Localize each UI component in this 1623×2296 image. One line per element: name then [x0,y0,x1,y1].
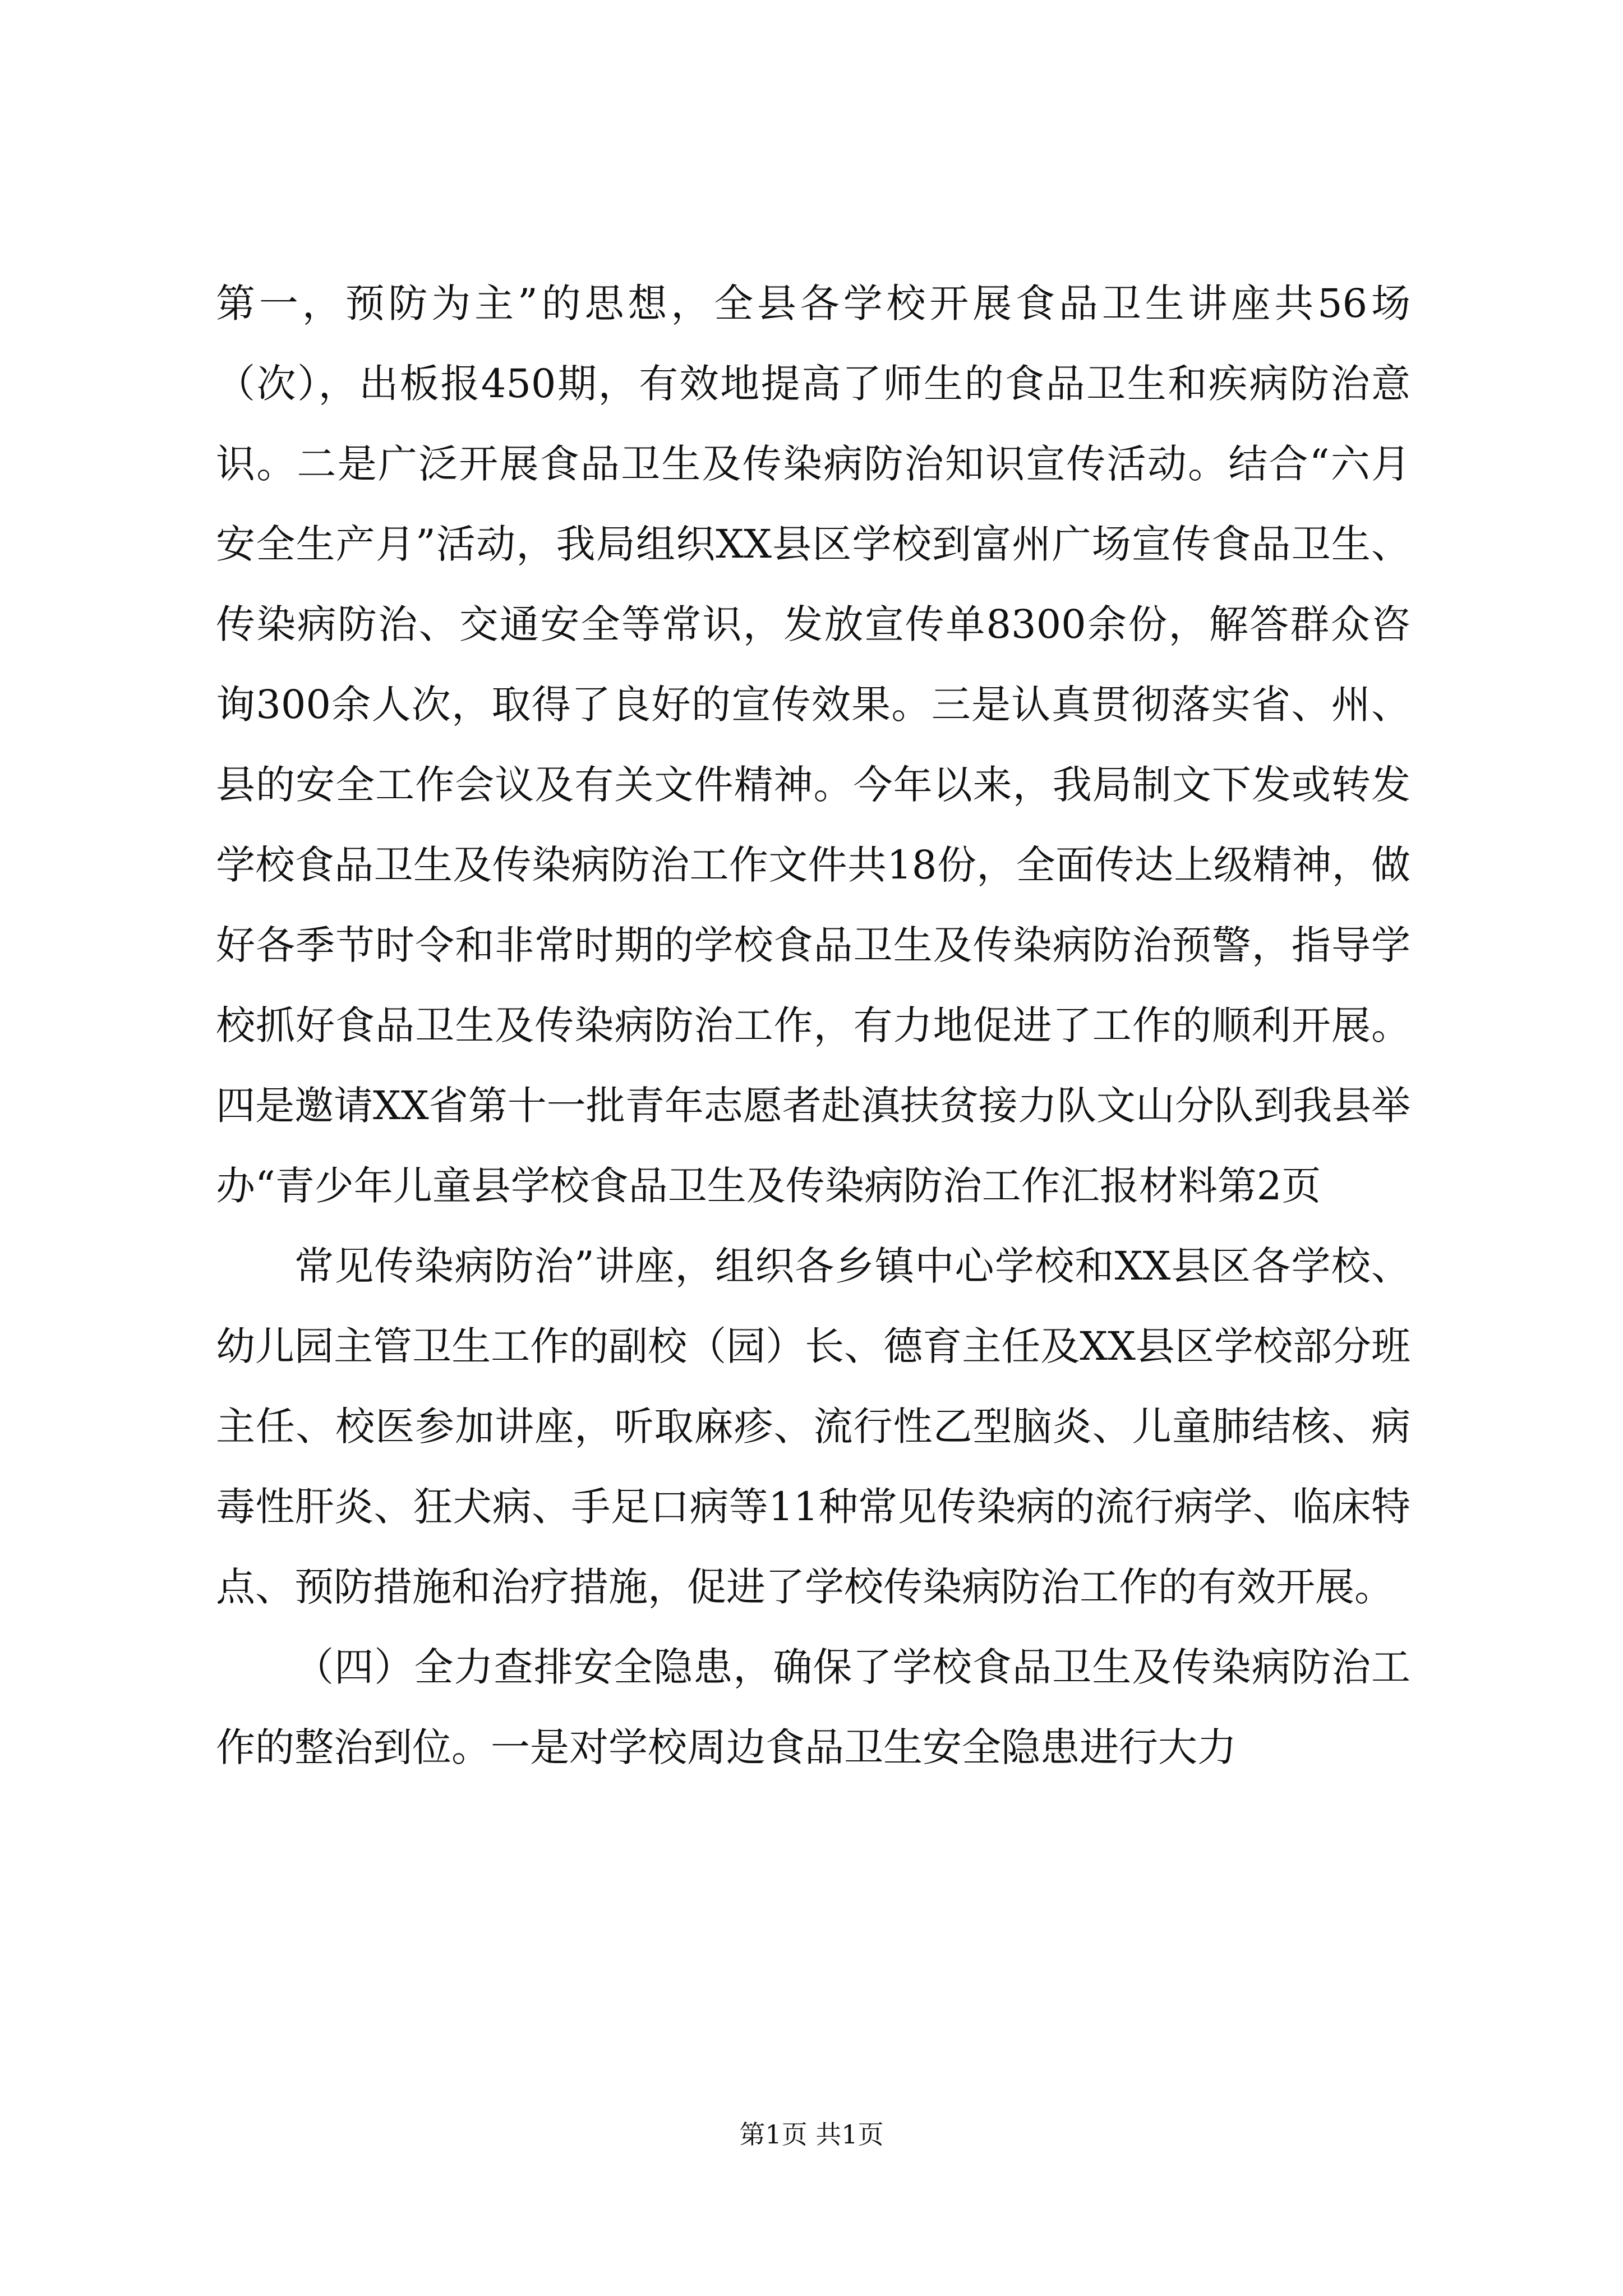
page-footer: 第1页 共1页 [739,2119,884,2150]
document-body [216,264,1410,1788]
paragraph-1: 第一，预防为主”的思想，全县各学校开展食品卫生讲座共56场（次），出板报450期，有效地提高了师生的食品卫生和疾病防治意识。二是广泛开展食品卫生及传染病防治知识宣传活动。结合“六月安全生产月”活动，我局组织XX县区学校到富州广场宣传食品卫生、传染病防治、交通安全等常识，发放宣传单8300余份，解答群众咨询300余人次，取得了良好的宣传效果。三是认真贯彻落实省、州、县的安全工作会议及有关文件精神。今年以来，我局制文下发或转发学校食品卫生及传染病防治工作文件共18份，全面传达上级精神，做好各季节时令和非常时期的学校食品卫生及传染病防治预警，指导学校抓好食品卫生及传染病防治工作，有力地促进了工作的顺利开展。四是邀请XX省第十一批青年志愿者赴滇扶贫接力队文山分队到我县举办“青少年儿童县学校食品卫生及传染病防治工作汇报材料第2页 [216,280,1410,1209]
paragraph-2: 常见传染病防治”讲座，组织各乡镇中心学校和XX县区各学校、幼儿园主管卫生工作的副校（园）长、德育主任及XX县区学校部分班主任、校医参加讲座，听取麻疹、流行性乙型脑炎、儿童肺结核、病毒性肝炎、狂犬病、手足口病等11种常见传染病的流行病学、临床特点、预防措施和治疗措施，促进了学校传染病防治工作的有效开展。 [216,1243,1410,1610]
paragraph-3: （四）全力查排安全隐患，确保了学校食品卫生及传染病防治工作的整治到位。一是对学校周边食品卫生安全隐患进行大力 [216,1644,1410,1770]
